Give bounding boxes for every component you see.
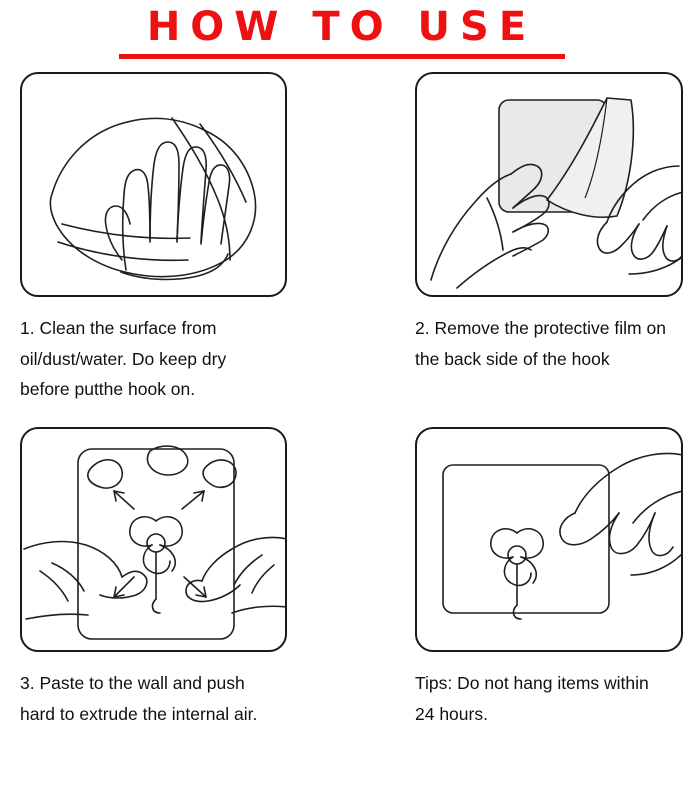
step-card-3 — [0, 427, 341, 729]
step-card-2 — [341, 72, 682, 405]
header — [0, 0, 683, 59]
mounted-hook-on-wall-icon — [417, 429, 683, 652]
step-1-caption: 1. Clean the surface from oil/dust/water. Do keep dry before putthe hook on. — [20, 318, 227, 400]
steps-row-1 — [0, 72, 683, 405]
step-3-illustration-panel — [20, 427, 287, 652]
step-card-4 — [341, 427, 682, 729]
step-card-1 — [0, 72, 341, 405]
step-3-caption: 3. Paste to the wall and push hard to extrude the internal air. — [20, 672, 258, 724]
title-underline-rule — [119, 54, 565, 59]
step-1-illustration-panel — [20, 72, 287, 297]
step-2-caption: 2. Remove the protective film on the back side of the hook — [415, 318, 666, 369]
page-title: HOW TO USE — [146, 4, 537, 50]
step-4-caption: Tips: Do not hang items within 24 hours. — [415, 672, 649, 724]
steps-row-2 — [0, 427, 683, 729]
cloth-wiping-hand-icon — [22, 74, 287, 297]
peeling-film-hands-icon — [417, 74, 683, 297]
step-4-illustration-panel — [415, 427, 683, 652]
steps-grid — [0, 72, 683, 729]
step-2-illustration-panel — [415, 72, 683, 297]
pressing-hook-with-arrows-icon — [22, 429, 287, 652]
